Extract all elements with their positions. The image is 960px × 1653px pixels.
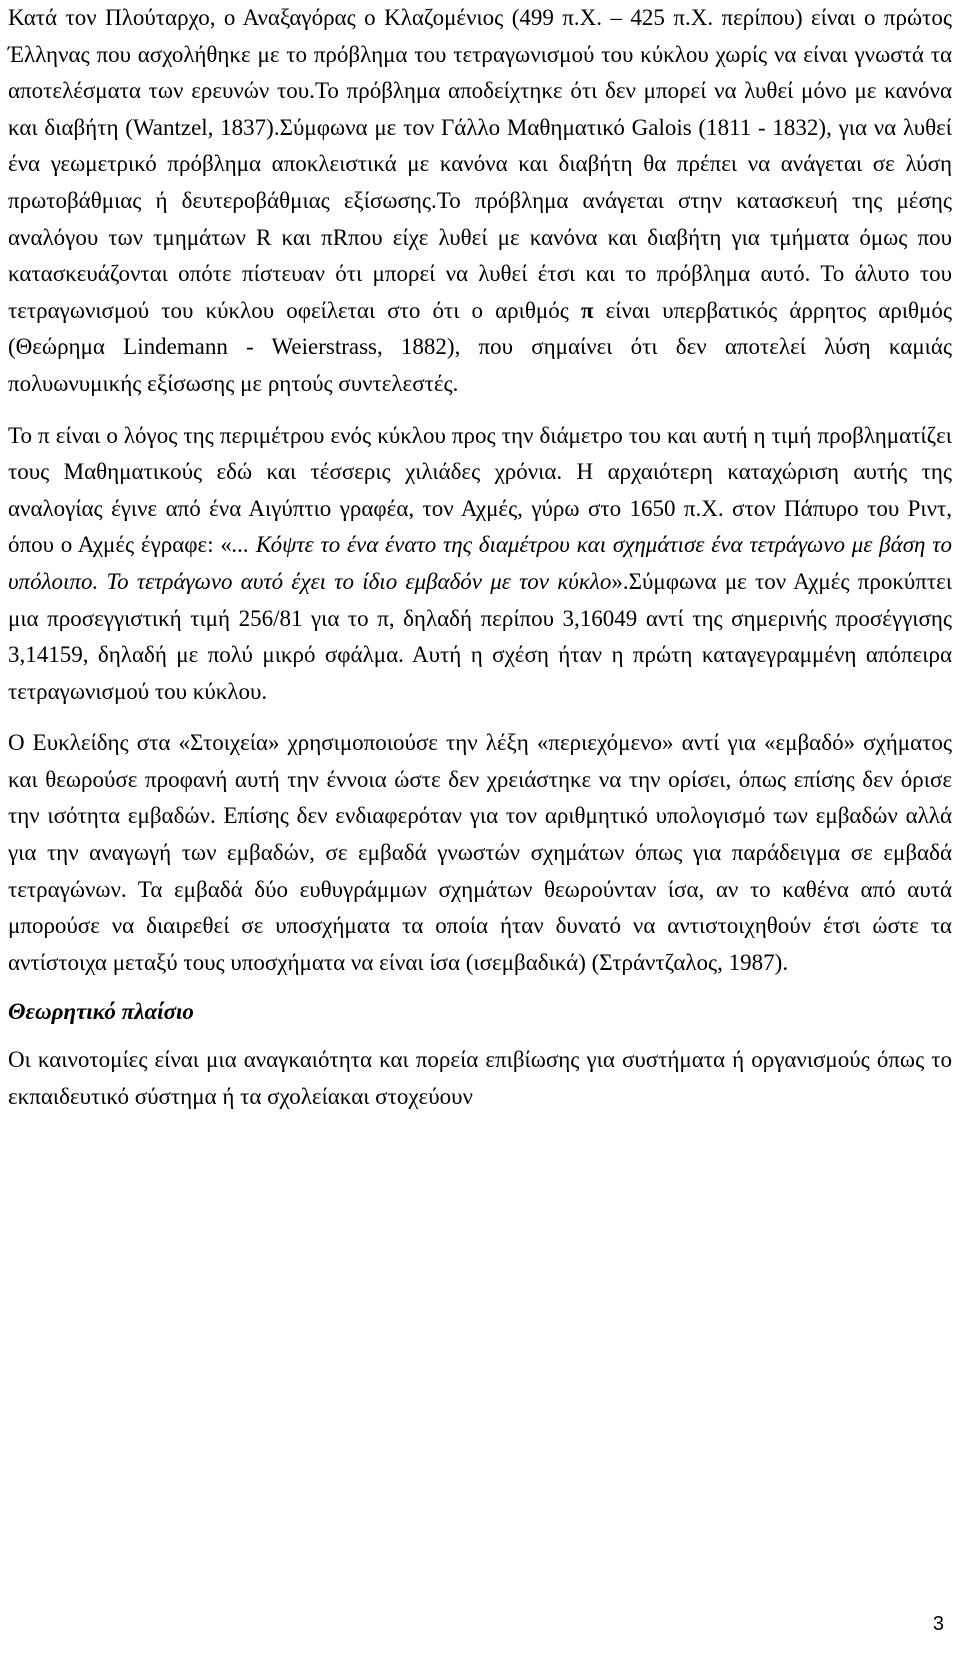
paragraph-1-text-a: Κατά τον Πλούταρχο, ο Αναξαγόρας ο Κλαζομένιος (499 π.Χ. – 425 π.Χ. περίπου) είναι ο πρώτος Έλληνας που ασχολήθηκε με το πρόβλημα του τετραγωνισμού του κύκλου χωρίς να είναι γνωστά τα αποτελέσματα των ερευνών του.	[8, 5, 952, 104]
paragraph-euclid: Ο Ευκλείδης στα «Στοιχεία» χρησιμοποιούσε την λέξη «περιεχόμενο» αντί για «εμβαδό» σχήματος και θεωρούσε προφανή αυτή την έννοια ώστε δεν χρειάστηκε να την ορίσει, όπως επίσης δεν όρισε την ισότητα εμβαδών. Επίσης δεν ενδιαφερόταν για τον αριθμητικό υπολογισμό των εμβαδών αλλά για την αναγωγή των εμβαδών, σε εμβαδά γνωστών σχημάτων όπως για παράδειγμα σε εμβαδά τετραγώνων. Τα εμβαδά δύο ευθυγράμμων σχημάτων θεωρούνταν ίσα, αν το καθένα από αυτά μπορούσε να διαιρεθεί σε υποσχήματα τα οποία ήταν δυνατό να αντιστοιχηθούν έτσι ώστε τα αντίστοιχα μεταξύ τους υποσχήματα να είναι ίσα (ισεμβαδικά) (Στράντζαλος, 1987).	[8, 730, 952, 975]
paragraph-2-text-a: Το π είναι ο λόγος της περιμέτρου ενός κύκλου προς την διάμετρο του και αυτή η τιμή προβληματίζει τους Μαθηματικούς εδώ και τέσσερις χιλιάδες χρόνια. Η αρχαιότερη καταχώριση αυτής της αναλογίας έγινε από ένα Αιγύπτιο γραφέα, τον Αχμές, γύρω στο 1650 π.Χ. στον Πάπυρο του Ριντ, όπου ο Αχμές έγραφε: «	[8, 422, 952, 558]
paragraph-1-text-b: Το πρόβλημα αποδείχτηκε ότι δεν μπορεί να λυθεί μόνο με κανόνα και διαβήτη (Wantzel, 1837).	[8, 78, 952, 140]
ahmes-quote-italic: ... Κόψτε το ένα ένατο της διαμέτρου και σχημάτισε ένα τετράγωνο με βάση το υπόλοιπο. Το τετράγωνο αυτό έχει το ίδιο εμβαδόν με τον κύκλο	[8, 532, 952, 594]
paragraph-pi-ahmes	[8, 418, 952, 711]
document-page	[8, 0, 952, 1115]
paragraph-1-text-d: Το πρόβλημα ανάγεται στην κατασκευή της μέσης αναλόγου των τμημάτων R και πRπου είχε λυθεί με κανόνα και διαβήτη για τμήματα όμως που κατασκευάζονται οπότε πίστευαν ότι μπορεί να λυθεί έτσι και το πρόβλημα αυτό. Το άλυτο του τετραγωνισμού του κύκλου οφείλεται στο ότι ο αριθμός	[8, 187, 953, 323]
paragraph-1-text-c: Σύμφωνα με τον Γάλλο Μαθηματικό Galois (1811 - 1832), για να λυθεί ένα γεωμετρικό πρόβλημα αποκλειστικά με κανόνα και διαβήτη θα πρέπει να ανάγεται σε λύση πρωτοβάθμιας ή δευτεροβάθμιας εξίσωσης.	[8, 114, 952, 213]
paragraph-1-text-e: είναι υπερβατικός άρρητος αριθμός (Θεώρημα Lindemann - Weierstrass, 1882), που σημαίνει ότι δεν αποτελεί λύση καμιάς πολυωνυμικής εξίσωσης με ρητούς συντελεστές.	[8, 297, 952, 396]
page-number: 3	[932, 1613, 944, 1635]
pi-symbol-bold: π	[580, 297, 594, 323]
paragraph-innovations: Οι καινοτομίες είναι μια αναγκαιότητα και πορεία επιβίωσης για συστήματα ή οργανισμούς όπως το εκπαιδευτικό σύστημα ή τα σχολείακαι στοχεύουν	[8, 1047, 952, 1109]
section-heading-theoretical-framework: Θεωρητικό πλαίσιο	[8, 999, 194, 1025]
paragraph-anaxagoras	[8, 0, 952, 403]
paragraph-2-text-b: Σύμφωνα με τον Αχμές προκύπτει μια προσεγγιστική τιμή 256/81 για το π, δηλαδή περίπου 3,16049 αντί της σημερινής προσέγγισης 3,14159, δηλαδή με πολύ μικρό σφάλμα. Αυτή η σχέση ήταν η πρώτη καταγεγραμμένη απόπειρα τετραγωνισμού του κύκλου.	[8, 568, 953, 704]
paragraph-2-quote-close: ».	[611, 568, 629, 594]
